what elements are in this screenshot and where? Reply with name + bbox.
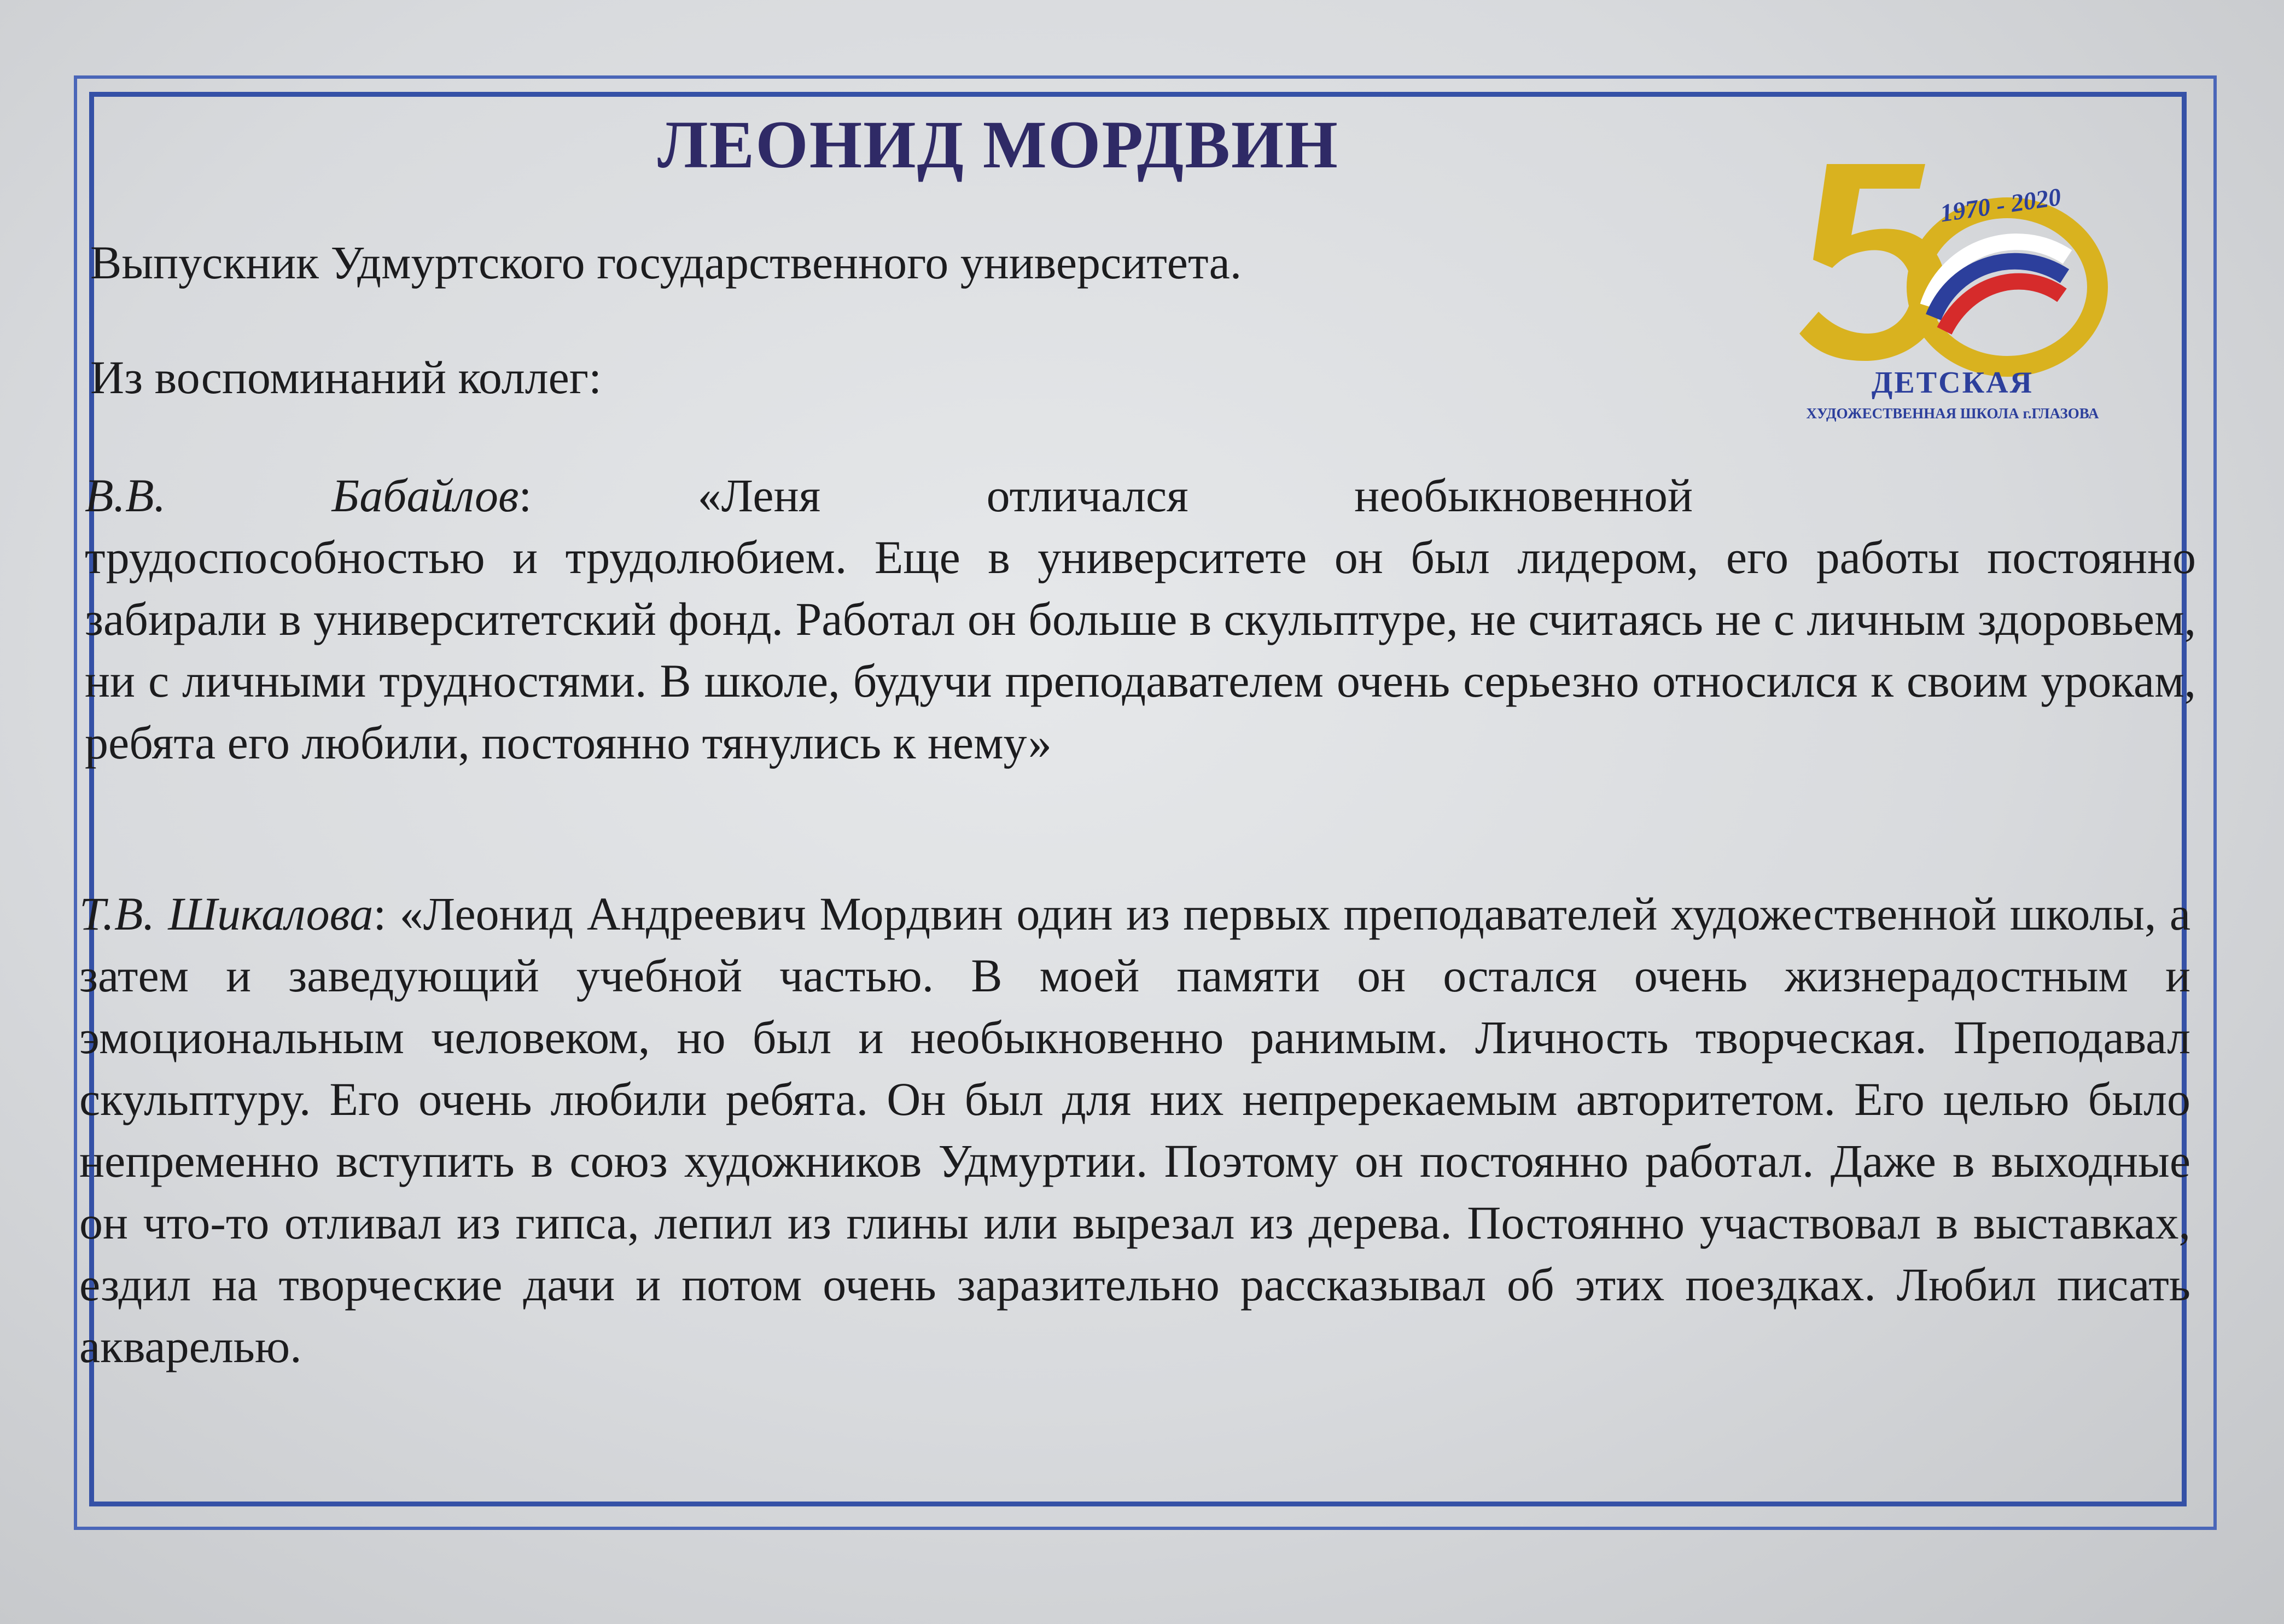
quote-shikalova: Т.В. Шикалова: «Леонид Андреевич Мордвин один из первых преподавателей художественной школы, а затем и заведующий учебной частью. В моей памяти он остался очень жизнерадостным и эмоциональным человеком, но был и необыкновенно ранимым. Личность творческая. Преподавал скульптуру. Его очень любили ребята. Он был для них непререкаемым авторитетом. Его целью было непременно вступить в союз художников Удмуртии. Поэтому он постоянно работал. Даже в выходные он что-то отливал из гипса, лепил из глины или вырезал из дерева. Постоянно участвовал в выставках, ездил на творческие дачи и потом очень заразительно рассказывал об этих поездках. Любил писать акварелью.: [79, 887, 2190, 1372]
logo-name: ДЕТСКАЯ: [1871, 366, 2034, 400]
school-anniversary-logo: [1788, 148, 2117, 432]
quote-author: Т.В. Шикалова: [79, 887, 374, 940]
logo-years: 1970 - 2020: [1938, 182, 2063, 227]
page-title: ЛЕОНИД МОРДВИН: [657, 107, 1339, 182]
quote-opening: «Леня отличался необыкновенной: [697, 469, 1693, 522]
intro-text: Выпускник Удмуртского государственного университета.: [90, 236, 1242, 289]
quote-author: В.В. Бабайлов: [85, 469, 519, 522]
recall-heading: Из воспоминаний коллег:: [90, 351, 602, 404]
logo-subtitle: ХУДОЖЕСТВЕННАЯ ШКОЛА г.ГЛАЗОВА: [1806, 405, 2099, 422]
quote-babailov: [85, 465, 2196, 774]
quote-body: трудоспособностью и трудолюбием. Еще в университете он был лидером, его работы постоянно забирали в университетский фонд. Работал он больше в скульптуре, не считаясь не с личным здоровьем, ни с личными трудностями. В школе, будучи преподавателем очень серьезно относился к своим урокам, ребята его любили, постоянно тянулись к нему»: [85, 531, 2196, 769]
quote-body: «Леонид Андреевич Мордвин один из первых преподавателей художественной школы, а затем и заведующий учебной частью. В моей памяти он остался очень жизнерадостным и эмоциональным человеком, но был и необыкновенно ранимым. Личность творческая. Преподавал скульптуру. Его очень любили ребята. Он был для них непререкаемым авторитетом. Его целью было непременно вступить в союз художников Удмуртии. Поэтому он постоянно работал. Даже в выходные он что-то отливал из гипса, лепил из глины или вырезал из дерева. Постоянно участвовал в выставках, ездил на творческие дачи и потом очень заразительно рассказывал об этих поездках. Любил писать акварелью.: [79, 887, 2190, 1372]
quote-first-line: В.В. Бабайлов: «Леня отличался необыкновенной: [85, 469, 1693, 522]
